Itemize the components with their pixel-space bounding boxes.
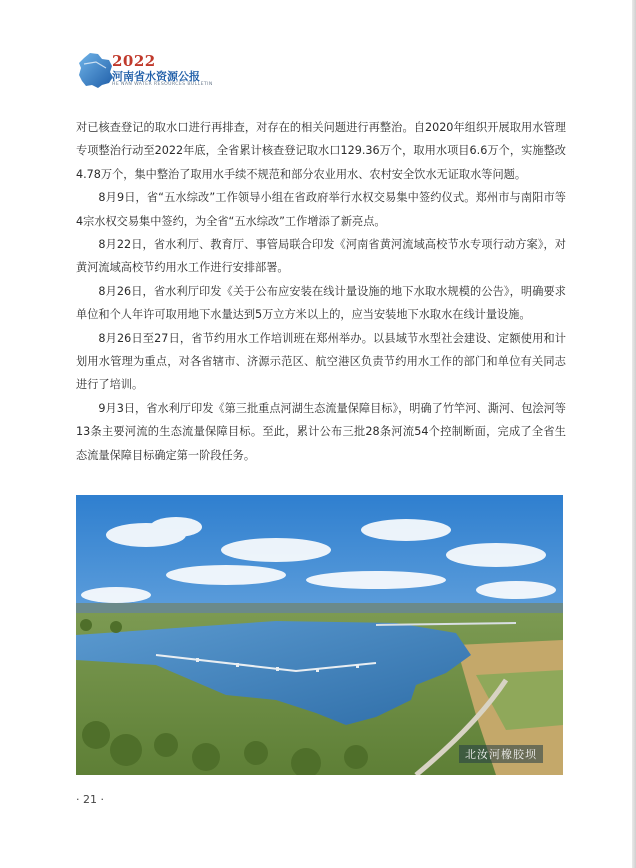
paragraph-5: 8月26日至27日，省节约用水工作培训班在郑州举办。以县域节水型社会建设、定额使用和计划用水管理为重点，对各省辖市、济源示范区、航空港区负责节约用水工作的部门和单位有关同志进行了培训。 [76,331,566,392]
bulletin-title: 河南省水资源公报 [112,70,200,83]
paragraph-1: 对已核查登记的取水口进行再排查，对存在的相关问题进行再整治。自2020年组织开展取用水管理专项整治行动至2022年底，全省累计核查登记取水口129.36万个，取用水项目6.6万个，实施整改4.78万个，集中整治了取用水手续不规范和部分农业用水、农村安全饮水无证取水等问题。 [76,121,566,181]
paragraph-6: 9月3日，省水利厅印发《第三批重点河湖生态流量保障目标》，明确了竹竿河、澌河、包浍河等13条主要河流的生态流量保障目标。至此，累计公布三批28条河流54个控制断面，完成了全省生态流量保障目标确定第一阶段任务。 [76,401,566,462]
bulletin-year: 2022 [112,52,156,70]
paragraph-4: 8月26日，省水利厅印发《关于公布应安装在线计量设施的地下水取水规模的公告》，明确要求单位和个人年许可取用地下水量达到5万立方米以上的，应当安装地下水取水在线计量设施。 [76,284,566,322]
river-dam-photo [76,495,563,775]
page-edge [632,0,636,868]
body-text [76,116,566,467]
bulletin-header [76,50,316,96]
photo-caption: 北汝河橡胶坝 [459,745,543,763]
henan-map-icon [76,50,116,90]
page-number: · 21 · [76,793,104,806]
paragraph-2: 8月9日，省“五水综改”工作领导小组在省政府举行水权交易集中签约仪式。郑州市与南阳市等4宗水权交易集中签约，为全省“五水综改”工作增添了新亮点。 [76,191,566,228]
bulletin-subtitle-en: HE NAN WATER RESOURCES BULLETIN [112,82,213,87]
photo-illustration [76,495,563,775]
paragraph-3: 8月22日，省水利厅、教育厅、事管局联合印发《河南省黄河流域高校节水专项行动方案》，对黄河流域高校节约用水工作进行安排部署。 [76,238,566,275]
